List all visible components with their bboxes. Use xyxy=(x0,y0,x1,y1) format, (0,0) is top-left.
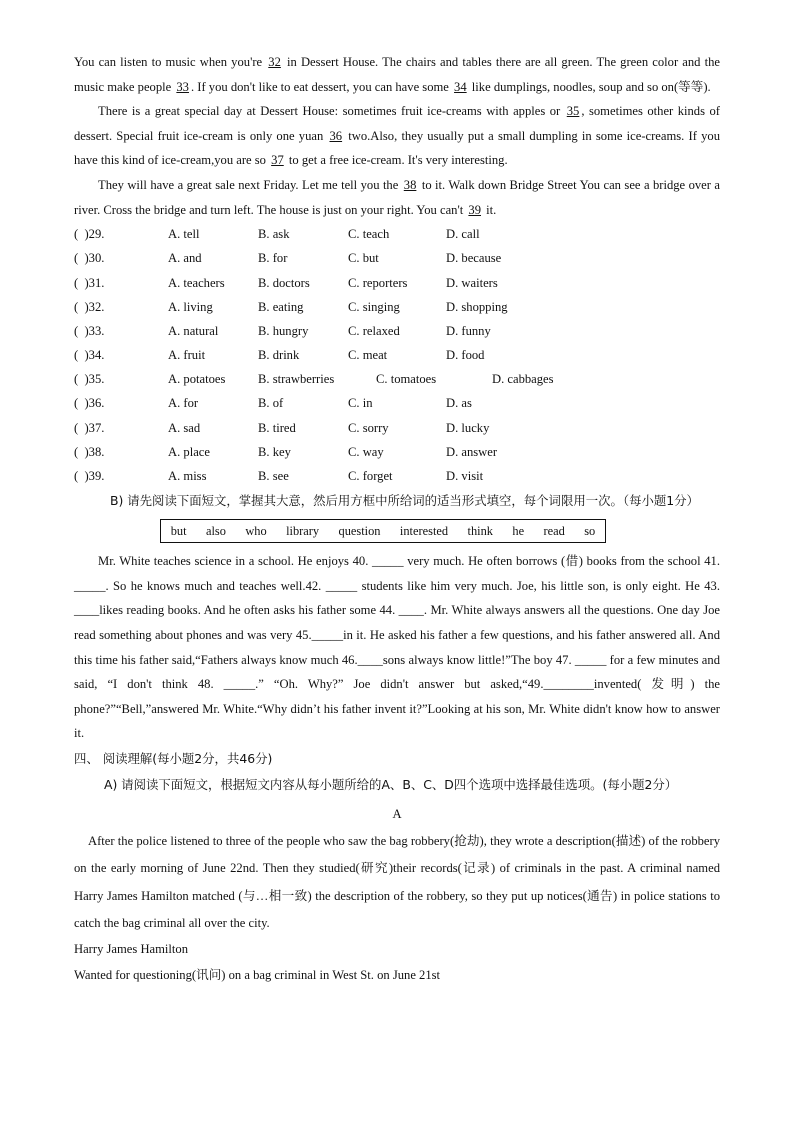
option-a: A. tell xyxy=(168,227,200,242)
exam-page xyxy=(74,50,720,988)
passage-label: A xyxy=(392,806,402,821)
word-item: so xyxy=(584,523,596,538)
notice-name: Harry James Hamilton xyxy=(74,942,189,957)
word-item: he xyxy=(512,523,525,538)
option-d: D. waiters xyxy=(446,275,498,290)
word-item: read xyxy=(543,523,565,538)
option-c: C. meat xyxy=(348,348,388,363)
word-bank xyxy=(160,519,606,543)
blank-38: 38 xyxy=(403,177,417,192)
option-b: B. see xyxy=(258,469,289,484)
word-item: think xyxy=(467,523,493,538)
option-a: A. living xyxy=(168,299,213,314)
option-b: B. for xyxy=(258,251,288,266)
option-a: A. teachers xyxy=(168,275,225,290)
blank-39: 39 xyxy=(468,202,481,217)
option-b: B. of xyxy=(258,396,284,411)
question-row xyxy=(74,271,720,295)
question-number: ( )32. xyxy=(74,299,105,314)
option-d: D. food xyxy=(446,348,485,363)
option-d: D. answer xyxy=(446,444,498,459)
section-4-heading: 四、 阅读理解(每小题2分，共46分) xyxy=(74,750,273,766)
blank-34: 34 xyxy=(454,79,467,94)
blank-32: 32 xyxy=(268,55,281,69)
question-row xyxy=(74,416,720,440)
option-a: A. natural xyxy=(168,323,219,338)
option-d: D. funny xyxy=(446,323,491,338)
passage-a-text: After the police listened to three of the people who saw the bag robbery(抢劫), they wrote a description(描述) of the robbery on the early morning of June 22nd. Then they studied(研究)their records(记录) of criminals in the past. A criminal named Harry James Hamilton matched (与…相一致) the description of the robbery, so they put up notices(通告) in police stations to catch the bag criminal all over the city. xyxy=(74,833,720,930)
option-d: D. call xyxy=(446,227,480,242)
notice-line: Wanted for questioning(讯问) on a bag criminal in West St. on June 21st xyxy=(74,967,441,982)
option-b: B. key xyxy=(258,444,291,459)
option-c: C. reporters xyxy=(348,275,408,290)
option-c: C. in xyxy=(348,396,373,411)
section-4-instruction: A) 请阅读下面短文，根据短文内容从每小题所给的A、B、C、D四个选项中选择最佳选项。(每小题2分） xyxy=(104,776,678,792)
option-c: C. but xyxy=(348,251,379,266)
option-d: D. because xyxy=(446,251,502,266)
option-b: B. tired xyxy=(258,420,296,435)
question-row xyxy=(74,464,720,488)
question-row xyxy=(74,222,720,246)
option-c: C. relaxed xyxy=(348,323,400,338)
paragraph-1: You can listen to music when you're 32 in Dessert House. The chairs and tables there are all green. The green color and the music make people 33 . If you don't like to eat dessert, you can have some 34 like dumplings, noodles, soup and so on(等等). xyxy=(74,55,721,94)
question-number: ( )33. xyxy=(74,323,105,338)
option-c: C. forget xyxy=(348,469,393,484)
option-a: A. potatoes xyxy=(168,372,226,387)
option-d: D. as xyxy=(446,396,472,411)
option-c: C. teach xyxy=(348,227,390,242)
word-item: who xyxy=(245,523,267,538)
question-number: ( )37. xyxy=(74,420,105,435)
question-row xyxy=(74,391,720,415)
cloze-passage xyxy=(74,50,720,222)
question-number: ( )30. xyxy=(74,251,105,266)
question-row xyxy=(74,367,720,391)
question-row xyxy=(74,295,720,319)
option-a: A. place xyxy=(168,444,210,459)
section-b-instruction: B) 请先阅读下面短文，掌握其大意，然后用方框中所给词的适当形式填空，每个词限用一次。（每小题1分） xyxy=(110,493,699,509)
option-b: B. eating xyxy=(258,299,304,314)
option-a: A. sad xyxy=(168,420,201,435)
blank-35: 35 xyxy=(566,104,580,119)
section-b-passage: Mr. White teaches science in a school. He enjoys 40. _____ very much. He often borrows (借) books from the school 41. _____. So he knows much and teaches well.42. _____ students like him very much. Joe, his little son, is only eight. He 43. ____likes reading books. And he often asks his father some 44. ____. Mr. White always answers all the questions. One day Joe read something about phones and was very 45._____in it. He asked his father a few questions, and his father answered all. And this time his father said,“Fathers always know much 46.____sons always know little!”The boy 47. _____ for a few minutes and said, “I don't think 48. _____.” “Oh. Why?” Joe didn't answer but asked,“49.________invented( 发明) the phone?”“Bell,”answered Mr. White.“Why didn’t his father invent it?”Looking at his son, Mr. White didn't know how to answer it. xyxy=(74,554,720,741)
paragraph-3: They will have a great sale next Friday. Let me tell you the 38 to it. Walk down Bridge Street You can see a bridge over a river. Cross the bridge and turn left. The house is just on your right. You can't 39 it. xyxy=(74,177,721,217)
option-a: A. for xyxy=(168,396,199,411)
option-d: D. shopping xyxy=(446,299,508,314)
blank-33: 33 xyxy=(176,79,189,94)
question-row xyxy=(74,343,720,367)
question-number: ( )31. xyxy=(74,275,105,290)
word-item: interested xyxy=(399,523,449,538)
blank-37: 37 xyxy=(271,153,284,168)
question-row xyxy=(74,246,720,270)
option-c: C. singing xyxy=(348,299,400,314)
word-item: but xyxy=(170,523,187,538)
option-b: B. strawberries xyxy=(258,372,335,387)
option-b: B. ask xyxy=(258,227,290,242)
option-c: C. way xyxy=(348,444,384,459)
question-number: ( )29. xyxy=(74,227,105,242)
question-number: ( )38. xyxy=(74,444,105,459)
option-c: C. tomatoes xyxy=(376,372,437,387)
option-b: B. doctors xyxy=(258,275,310,290)
question-number: ( )39. xyxy=(74,469,105,484)
question-row xyxy=(74,319,720,343)
question-row xyxy=(74,440,720,464)
option-a: A. fruit xyxy=(168,348,206,363)
question-number: ( )36. xyxy=(74,396,105,411)
word-item: question xyxy=(338,523,381,538)
option-d: D. cabbages xyxy=(492,372,554,387)
option-c: C. sorry xyxy=(348,420,389,435)
paragraph-2: There is a great special day at Dessert House: sometimes fruit ice-creams with apples or 35 , sometimes other kinds of dessert. Special fruit ice-cream is only one yuan 36 two.Also, they usually put a small dumpling in some ice-creams. If you have this kind of ice-cream,you are so 37 to get a free ice-cream. It's very interesting. xyxy=(74,104,720,168)
reading-passage-a xyxy=(74,828,720,937)
word-item: library xyxy=(286,523,320,538)
option-d: D. visit xyxy=(446,469,484,484)
option-a: A. miss xyxy=(168,469,207,484)
option-a: A. and xyxy=(168,251,202,266)
option-b: B. hungry xyxy=(258,323,309,338)
word-item: also xyxy=(205,523,226,538)
blank-36: 36 xyxy=(329,128,343,143)
option-b: B. drink xyxy=(258,348,300,363)
option-d: D. lucky xyxy=(446,420,490,435)
question-list xyxy=(74,222,720,488)
question-number: ( )34. xyxy=(74,348,105,363)
question-number: ( )35. xyxy=(74,372,105,387)
